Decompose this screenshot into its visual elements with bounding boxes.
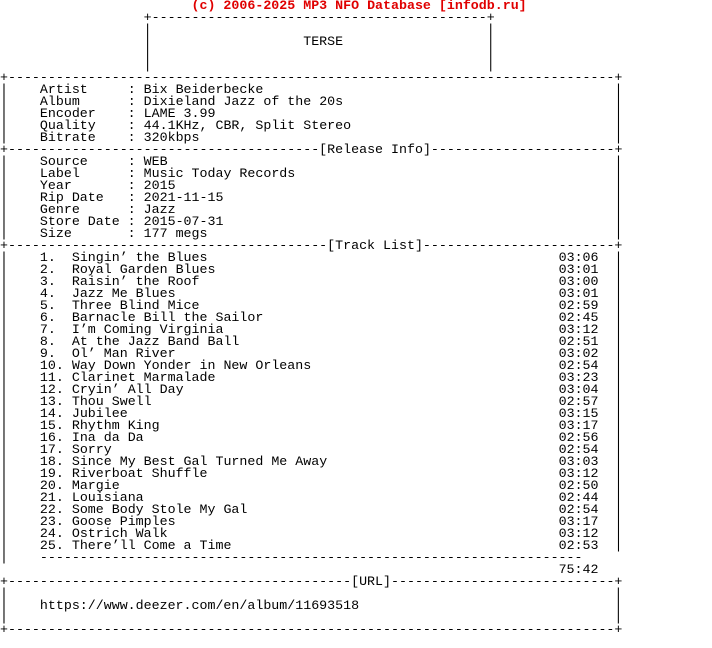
site-header: (c) 2006-2025 MP3 NFO Database [infodb.ru] (191, 0, 527, 13)
track-title: At the Jazz Band Ball (71, 334, 240, 349)
track-row: | 6. Barnacle Bill the Sailor 02:45 | (0, 310, 623, 325)
track-row: | 1. Singin’ the Blues 03:06 | (0, 250, 623, 265)
info-row: | Source : WEB | (0, 154, 623, 169)
field-value: 2021-11-15 (143, 190, 224, 205)
info-row: | Year : 2015 | (0, 178, 623, 193)
track-time: 03:01 (558, 262, 599, 277)
track-title: Jazz Me Blues (71, 286, 176, 301)
track-number: 15. (39, 418, 64, 433)
track-time: 02:53 (558, 538, 599, 553)
track-row: | 8. At the Jazz Band Ball 02:51 | (0, 334, 623, 349)
track-row: | 15. Rhythm King 03:17 | (0, 418, 623, 433)
track-time: 03:23 (558, 370, 599, 385)
track-row: | 18. Since My Best Gal Turned Me Away 03:03 | (0, 454, 623, 469)
group-name: TERSE (303, 34, 344, 49)
track-time: 03:12 (558, 466, 599, 481)
info-row: | Bitrate : 320kbps | (0, 130, 623, 145)
track-title: Raisin’ the Roof (71, 274, 200, 289)
track-row: | 20. Margie 02:50 | (0, 478, 623, 493)
track-row: | 2. Royal Garden Blues 03:01 | (0, 262, 623, 277)
field-value: Music Today Records (143, 166, 296, 181)
field-value: 44.1KHz, CBR, Split Stereo (143, 118, 352, 133)
track-row: | 17. Sorry 02:54 | (0, 442, 623, 457)
album-url-link[interactable]: https://www.deezer.com/en/album/11693518 (39, 598, 360, 613)
track-time: 03:06 (558, 250, 599, 265)
track-title: Cryin’ All Day (71, 382, 184, 397)
track-number: 22. (39, 502, 64, 517)
track-title: Margie (71, 478, 120, 493)
info-row: | Album : Dixieland Jazz of the 20s | (0, 94, 623, 109)
field-value: Bix Beiderbecke (143, 82, 264, 97)
field-value: 2015 (143, 178, 176, 193)
track-row: | 22. Some Body Stole My Gal 02:54 | (0, 502, 623, 517)
field-value: Jazz (143, 202, 176, 217)
track-row: | 19. Riverboat Shuffle 03:12 | (0, 466, 623, 481)
track-row: | 11. Clarinet Marmalade 03:23 | (0, 370, 623, 385)
track-number: 17. (39, 442, 64, 457)
track-row: | 24. Ostrich Walk 03:12 | (0, 526, 623, 541)
field-key: Album (39, 94, 80, 109)
track-time: 03:17 (558, 418, 599, 433)
info-row: | Genre : Jazz | (0, 202, 623, 217)
track-title: Ostrich Walk (71, 526, 168, 541)
track-row: | 7. I’m Coming Virginia 03:12 | (0, 322, 623, 337)
track-row: | 3. Raisin’ the Roof 03:00 | (0, 274, 623, 289)
field-key: Store Date (39, 214, 120, 229)
section-divider: +---------------------------------------[Release Info]-----------------------+ (0, 142, 623, 157)
track-number: 10. (39, 358, 64, 373)
release-info-title: Release Info (327, 142, 423, 157)
track-title: Sorry (71, 442, 112, 457)
field-key: Year (39, 178, 72, 193)
frame-border: +----------------------------------------------------------------------------+ (0, 622, 623, 637)
track-number: 19. (39, 466, 64, 481)
track-title: Jubilee (71, 406, 128, 421)
track-number: 1. (39, 250, 56, 265)
track-time: 03:15 (558, 406, 599, 421)
track-row: | 13. Thou Swell 02:57 | (0, 394, 623, 409)
section-divider: +----------------------------------------[Track List]------------------------+ (0, 238, 623, 253)
track-number: 4. (39, 286, 56, 301)
url-row: | | (0, 610, 623, 625)
track-number: 16. (39, 430, 64, 445)
group-box-row: | | (0, 46, 495, 61)
track-title: Thou Swell (71, 394, 152, 409)
info-row: | Label : Music Today Records | (0, 166, 623, 181)
url-row: | | (0, 586, 623, 601)
track-time: 02:50 (558, 478, 599, 493)
field-key: Encoder (39, 106, 96, 121)
track-time: 03:00 (558, 274, 599, 289)
track-time: 02:44 (558, 490, 599, 505)
info-row: | Size : 177 megs | (0, 226, 623, 241)
field-key: Quality (39, 118, 96, 133)
url-title: URL (359, 574, 384, 589)
info-row: | Quality : 44.1KHz, CBR, Split Stereo | (0, 118, 623, 133)
track-row: | 12. Cryin’ All Day 03:04 | (0, 382, 623, 397)
track-time: 03:03 (558, 454, 599, 469)
track-number: 18. (39, 454, 64, 469)
track-row: | 21. Louisiana 02:44 | (0, 490, 623, 505)
track-title: Singin’ the Blues (71, 250, 208, 265)
field-value: Dixieland Jazz of the 20s (143, 94, 344, 109)
track-title: Clarinet Marmalade (71, 370, 216, 385)
url-row: | https://www.deezer.com/en/album/11693518 | (0, 598, 623, 613)
field-key: Label (39, 166, 80, 181)
track-number: 9. (39, 346, 56, 361)
track-row: | 10. Way Down Yonder in New Orleans 02:54 | (0, 358, 623, 373)
track-time: 03:12 (558, 322, 599, 337)
track-title: Louisiana (71, 490, 144, 505)
track-title: Goose Pimples (71, 514, 176, 529)
track-time: 02:54 (558, 502, 599, 517)
section-divider: +-------------------------------------------[URL]----------------------------+ (0, 574, 623, 589)
track-time: 02:56 (558, 430, 599, 445)
track-number: 2. (39, 262, 56, 277)
track-row: | 9. Ol’ Man River 03:02 | (0, 346, 623, 361)
track-time: 02:59 (558, 298, 599, 313)
group-box-border: +------------------------------------------+ (0, 10, 495, 25)
info-row: | Rip Date : 2021-11-15 | (0, 190, 623, 205)
track-number: 23. (39, 514, 64, 529)
track-time: 02:54 (558, 358, 599, 373)
track-title: Since My Best Gal Turned Me Away (71, 454, 328, 469)
field-value: 2015-07-31 (143, 214, 224, 229)
track-number: 5. (39, 298, 56, 313)
track-number: 13. (39, 394, 64, 409)
track-title: Rhythm King (71, 418, 160, 433)
track-title: Barnacle Bill the Sailor (71, 310, 264, 325)
track-title: Three Blind Mice (71, 298, 200, 313)
field-key: Genre (39, 202, 80, 217)
track-time: 03:02 (558, 346, 599, 361)
track-time: 02:54 (558, 442, 599, 457)
track-number: 24. (39, 526, 64, 541)
track-number: 6. (39, 310, 56, 325)
track-number: 14. (39, 406, 64, 421)
field-key: Source (39, 154, 88, 169)
field-key: Rip Date (39, 190, 104, 205)
track-title: Some Body Stole My Gal (71, 502, 248, 517)
track-number: 7. (39, 322, 56, 337)
group-box-row: | | (0, 22, 495, 37)
field-key: Bitrate (39, 130, 96, 145)
track-number: 3. (39, 274, 56, 289)
track-title: There’ll Come a Time (71, 538, 232, 553)
track-title: Riverboat Shuffle (71, 466, 208, 481)
track-number: 8. (39, 334, 56, 349)
track-time: 03:04 (558, 382, 599, 397)
field-value: 320kbps (143, 130, 200, 145)
track-row: | 25. There’ll Come a Time 02:53 | (0, 538, 623, 553)
track-time: 03:12 (558, 526, 599, 541)
track-number: 11. (39, 370, 64, 385)
track-row: | 14. Jubilee 03:15 | (0, 406, 623, 421)
track-title: Way Down Yonder in New Orleans (71, 358, 312, 373)
track-number: 12. (39, 382, 64, 397)
track-row: | 5. Three Blind Mice 02:59 | (0, 298, 623, 313)
track-row: | 4. Jazz Me Blues 03:01 | (0, 286, 623, 301)
track-number: 20. (39, 478, 64, 493)
group-box-row: | TERSE | (0, 34, 495, 49)
group-box-row: | | (0, 58, 495, 73)
track-time: 03:17 (558, 514, 599, 529)
track-time: 02:57 (558, 394, 599, 409)
info-row: | Store Date : 2015-07-31 | (0, 214, 623, 229)
track-title: Ina da Da (71, 430, 144, 445)
tracklist-title: Track List (335, 238, 415, 253)
info-row: | Artist : Bix Beiderbecke | (0, 82, 623, 97)
track-title: Royal Garden Blues (71, 262, 216, 277)
track-number: 25. (39, 538, 64, 553)
track-number: 21. (39, 490, 64, 505)
track-time: 02:51 (558, 334, 599, 349)
field-value: LAME 3.99 (143, 106, 216, 121)
total-divider: | -------------------------------------------------------------------- (0, 550, 615, 565)
field-key: Artist (39, 82, 88, 97)
frame-border: +----------------------------------------------------------------------------+ (0, 70, 623, 85)
track-title: I’m Coming Virginia (71, 322, 224, 337)
track-row: | 23. Goose Pimples 03:17 | (0, 514, 623, 529)
field-value: 177 megs (143, 226, 208, 241)
track-row: | 16. Ina da Da 02:56 | (0, 430, 623, 445)
track-time: 03:01 (558, 286, 599, 301)
field-key: Size (39, 226, 72, 241)
field-value: WEB (143, 154, 168, 169)
total-time: 75:42 (558, 562, 599, 577)
track-time: 02:45 (558, 310, 599, 325)
track-title: Ol’ Man River (71, 346, 176, 361)
info-row: | Encoder : LAME 3.99 | (0, 106, 623, 121)
